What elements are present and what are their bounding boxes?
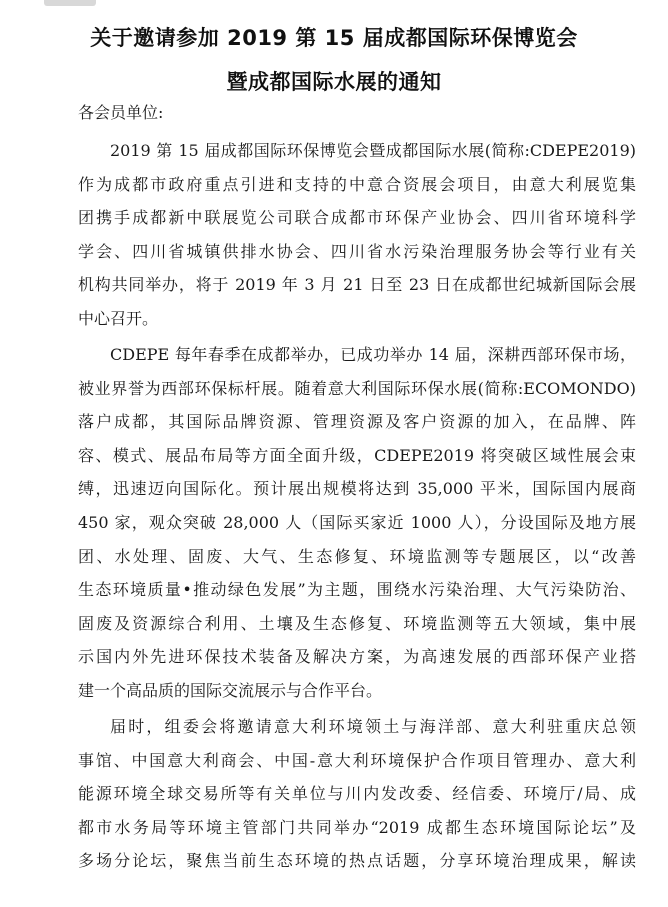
text-line: 2019 第 15 届成都国际环保博览会暨成都国际水展(简称:CDEPE2019) — [110, 141, 636, 160]
text-line: 学会、四川省城镇供排水协会、四川省水污染治理服务协会等行业有关 — [78, 241, 636, 261]
paragraph-1 — [78, 134, 636, 336]
text-line: 建一个高品质的国际交流展示与合作平台。 — [78, 680, 383, 700]
text-line: 团携手成都新中联展览公司联合成都市环保产业协会、四川省环境科学 — [78, 208, 636, 228]
text-line: 固废及资源综合利用、土壤及生态修复、环境监测等五大领域，集中展 — [78, 613, 636, 633]
document-title-line-1: 关于邀请参加 2019 第 15 届成都国际环保博览会 — [90, 26, 578, 50]
text-line: 被业界誉为西部环保标杆展。随着意大利国际环保水展(简称:ECOMONDO) — [78, 378, 636, 398]
text-line: 多场分论坛，聚焦当前生态环境的热点话题，分享环境治理成果，解读 — [78, 851, 636, 871]
text-line: 能源环境全球交易所等有关单位与川内发改委、经信委、环境厅/局、成 — [78, 784, 636, 804]
text-line: 中心召开。 — [78, 308, 159, 328]
paragraph-3 — [78, 710, 636, 878]
scan-mark — [44, 0, 96, 6]
salutation: 各会员单位: — [78, 103, 164, 122]
document-title-line-2: 暨成都国际水展的通知 — [226, 70, 442, 94]
text-line: 容、模式、展品布局等方面全面升级，CDEPE2019 将突破区域性展会束 — [78, 445, 636, 465]
text-line: 作为成都市政府重点引进和支持的中意合资展会项目，由意大利展览集 — [78, 174, 636, 194]
text-line: 450 家，观众突破 28,000 人（国际买家近 1000 人），分设国际及地方展 — [78, 512, 636, 532]
text-line: 缚，迅速迈向国际化。预计展出规模将达到 35,000 平米，国际国内展商 — [78, 479, 636, 499]
paragraph-2 — [78, 338, 636, 708]
text-line: 团、水处理、固废、大气、生态修复、环境监测等专题展区，以“改善 — [78, 546, 636, 566]
text-line: 落户成都，其国际品牌资源、管理资源及客户资源的加入，在品牌、阵 — [78, 412, 636, 432]
text-line: 示国内外先进环保技术装备及解决方案，为高速发展的西部环保产业搭 — [78, 647, 636, 667]
text-line: CDEPE 每年春季在成都举办，已成功举办 14 届，深耕西部环保市场， — [110, 345, 636, 364]
text-line: 都市水务局等环境主管部门共同举办“2019 成都生态环境国际论坛”及 — [78, 817, 636, 837]
text-line: 机构共同举办，将于 2019 年 3 月 21 日至 23 日在成都世纪城新国际会展 — [78, 275, 636, 295]
text-line: 生态环境质量•推动绿色发展”为主题，围绕水污染治理、大气污染防治、 — [78, 580, 636, 600]
text-line: 届时，组委会将邀请意大利环境领土与海洋部、意大利驻重庆总领 — [110, 717, 636, 736]
text-line: 事馆、中国意大利商会、中国-意大利环境保护合作项目管理办、意大利 — [78, 750, 636, 770]
